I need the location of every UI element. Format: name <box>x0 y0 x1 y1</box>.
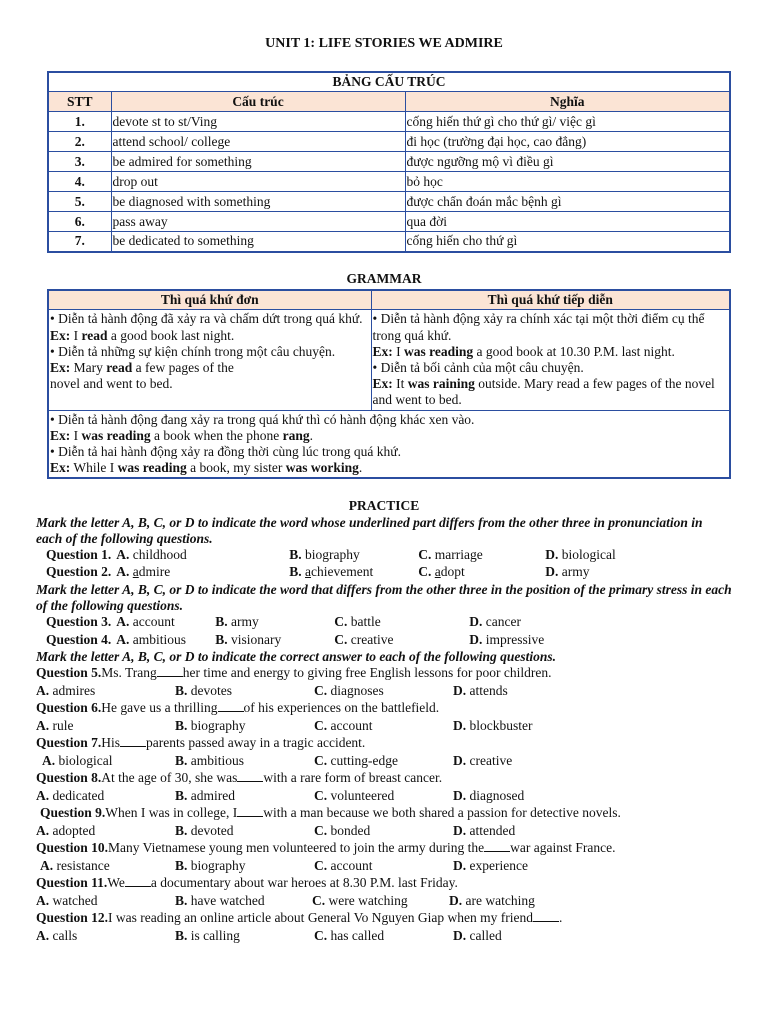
question-label: Question 1. <box>46 546 112 562</box>
table-row <box>48 212 730 232</box>
row-meaning: được ngưỡng mộ vì điều gì <box>405 152 730 172</box>
example-text: I <box>392 343 404 359</box>
option-b[interactable]: B. ambitious <box>175 752 245 768</box>
option-d[interactable]: D. biological <box>545 546 616 562</box>
example-verb: was reading <box>81 427 151 443</box>
question-label: Question 12. <box>36 910 109 926</box>
option-a[interactable]: A. adopted <box>36 822 96 838</box>
question-12-options <box>36 928 732 946</box>
question-text: with a rare form of breast cancer. <box>263 770 443 786</box>
example-text: a book when the phone <box>150 427 283 443</box>
question-label: Question 8. <box>36 770 102 786</box>
question-text: I was reading an online article about General Vo Nguyen Giap when my friend <box>108 910 534 926</box>
option-d[interactable]: D. attends <box>453 682 508 698</box>
practice-title: PRACTICE <box>348 498 420 514</box>
usage-line: • Diễn tả hành động đã xảy ra và chấm dứt trong quá khứ. <box>50 311 363 327</box>
row-number: 3. <box>48 152 111 172</box>
example-text: While I <box>70 460 118 476</box>
example-verb: read <box>106 360 133 376</box>
question-label: Question 2. <box>46 564 112 580</box>
usage-line: • Diễn tả bối cảnh của một câu chuyện. <box>372 360 584 376</box>
question-4 <box>36 632 732 650</box>
question-text: war against France. <box>510 840 616 856</box>
table-row <box>48 232 730 252</box>
question-label: Question 10. <box>36 840 109 856</box>
example-text: Mary <box>70 360 107 376</box>
row-number: 1. <box>48 112 111 132</box>
example-label: Ex: <box>50 427 71 443</box>
row-structure: pass away <box>111 212 405 232</box>
question-label: Question 5. <box>36 665 102 681</box>
row-number: 7. <box>48 232 111 252</box>
question-6-options <box>36 718 732 736</box>
option-b[interactable]: B. achievement <box>289 564 374 580</box>
past-continuous-cell <box>371 310 730 410</box>
question-text: . <box>559 910 563 926</box>
structure-table <box>47 71 731 253</box>
question-text: Many Vietnamese young men volunteered to join the army during the <box>108 840 485 856</box>
row-meaning: cống hiến cho thứ gì <box>405 232 730 252</box>
option-b[interactable]: B. visionary <box>215 631 282 647</box>
option-a[interactable]: A. admire <box>116 564 171 580</box>
example-text: I <box>70 327 82 343</box>
question-2 <box>36 564 732 582</box>
example-text: outside. Mary read a few pages of the novel and went to bed. <box>372 376 715 408</box>
question-10-options <box>36 858 732 876</box>
option-c[interactable]: C. adopt <box>418 564 465 580</box>
example-label: Ex: <box>50 460 71 476</box>
option-d[interactable]: D. creative <box>453 752 513 768</box>
option-d[interactable]: D. experience <box>453 857 528 873</box>
option-c[interactable]: C. diagnoses <box>314 682 384 698</box>
answer-blank <box>120 735 146 747</box>
row-structure: attend school/ college <box>111 132 405 152</box>
option-a[interactable]: A. calls <box>36 927 78 943</box>
instruction-correct-answer: Mark the letter A, B, C, or D to indicate the correct answer to each of the following questions. <box>36 649 557 665</box>
example-text: I <box>70 427 82 443</box>
question-label: Question 9. <box>40 805 106 821</box>
row-number: 6. <box>48 212 111 232</box>
example-line <box>373 376 729 408</box>
page-title: UNIT 1: LIFE STORIES WE ADMIRE <box>265 36 503 51</box>
question-text: a documentary about war heroes at 8.30 P.M. last Friday. <box>150 875 458 891</box>
option-a[interactable]: A. admires <box>36 682 96 698</box>
example-label: Ex: <box>372 343 393 359</box>
example-verb: was working <box>285 460 359 476</box>
option-c[interactable]: C. cutting-edge <box>314 752 398 768</box>
question-label: Question 4. <box>46 631 112 647</box>
question-12-stem <box>36 910 732 928</box>
row-meaning: bỏ học <box>405 172 730 192</box>
grammar-title: GRAMMAR <box>346 270 422 286</box>
grammar-table <box>47 289 731 479</box>
example-line <box>50 360 370 376</box>
example-text: . <box>358 460 363 476</box>
option-c[interactable]: C. marriage <box>418 546 483 562</box>
example-line <box>50 428 728 444</box>
answer-blank <box>237 805 263 817</box>
option-d[interactable]: D. blockbuster <box>453 717 533 733</box>
example-label: Ex: <box>50 360 71 376</box>
option-d[interactable]: D. are watching <box>449 892 535 908</box>
option-b[interactable]: B. biography <box>175 857 246 873</box>
question-text: His <box>101 735 121 751</box>
example-verb: read <box>81 327 108 343</box>
option-d[interactable]: D. called <box>453 927 502 943</box>
option-c[interactable]: C. has called <box>314 927 385 943</box>
row-structure: be dedicated to something <box>111 232 405 252</box>
answer-blank <box>484 840 510 852</box>
question-5-stem <box>36 665 732 683</box>
answer-blank <box>125 875 151 887</box>
question-8-options <box>36 788 732 806</box>
example-line <box>373 344 729 360</box>
option-a[interactable]: A. childhood <box>116 546 187 562</box>
answer-blank <box>218 700 244 712</box>
question-8-stem <box>36 770 732 788</box>
row-meaning: được chẩn đoán mắc bệnh gì <box>405 192 730 212</box>
table-row <box>48 192 730 212</box>
question-text: Ms. Trang <box>101 665 157 681</box>
row-number: 4. <box>48 172 111 192</box>
example-verb: was reading <box>404 343 474 359</box>
option-b[interactable]: B. biography <box>175 717 246 733</box>
structure-table-caption: BẢNG CẤU TRÚC <box>48 72 730 92</box>
example-line <box>50 460 728 476</box>
option-b[interactable]: B. admired <box>175 787 235 803</box>
option-c[interactable]: C. bonded <box>314 822 371 838</box>
question-text: her time and energy to giving free English lessons for poor children. <box>182 665 552 681</box>
example-label: Ex: <box>372 376 393 392</box>
instruction-pronunciation: Mark the letter A, B, C, or D to indicate the word whose underlined part differs from the other three in pronunciation in each of the following questions. <box>36 514 703 546</box>
answer-blank <box>157 665 183 677</box>
table-row <box>48 172 730 192</box>
option-a[interactable]: A. rule <box>36 717 74 733</box>
option-a[interactable]: A. watched <box>36 892 98 908</box>
question-11-options <box>36 893 732 911</box>
option-a[interactable]: A. dedicated <box>36 787 105 803</box>
row-structure: devote st to st/Ving <box>111 112 405 132</box>
row-meaning: đi học (trường đại học, cao đẳng) <box>405 132 730 152</box>
question-11-stem <box>36 875 732 893</box>
example-text: a book, my sister <box>186 460 286 476</box>
question-text: with a man because we both shared a passion for detective novels. <box>263 805 621 821</box>
row-structure: be diagnosed with something <box>111 192 405 212</box>
option-c[interactable]: C. creative <box>334 631 394 647</box>
row-structure: be admired for something <box>111 152 405 172</box>
option-a[interactable]: A. account <box>116 614 175 630</box>
option-a[interactable]: A. biological <box>42 752 113 768</box>
grammar-header-past-simple: Thì quá khứ đơn <box>48 290 371 310</box>
example-label: Ex: <box>50 327 71 343</box>
example-verb: rang <box>282 427 310 443</box>
option-b[interactable]: B. have watched <box>175 892 265 908</box>
example-text: It <box>392 376 408 392</box>
example-line <box>50 328 370 344</box>
row-number: 5. <box>48 192 111 212</box>
option-c[interactable]: C. account <box>314 717 373 733</box>
row-meaning: cống hiến thứ gì cho thứ gì/ việc gì <box>405 112 730 132</box>
table-row <box>48 112 730 132</box>
question-5-options <box>36 683 732 701</box>
option-c[interactable]: C. were watching <box>312 892 408 908</box>
grammar-header-past-continuous: Thì quá khứ tiếp diễn <box>371 290 730 310</box>
question-label: Question 11. <box>36 875 108 891</box>
question-9-options <box>36 823 732 841</box>
option-b[interactable]: B. devoted <box>175 822 234 838</box>
option-a[interactable]: A. resistance <box>40 857 110 873</box>
question-text: of his experiences on the battlefield. <box>243 700 440 716</box>
option-c[interactable]: C. volunteered <box>314 787 395 803</box>
option-d[interactable]: D. impressive <box>469 631 545 647</box>
question-9-stem <box>36 805 732 823</box>
example-line: novel and went to bed. <box>50 376 173 392</box>
usage-line: • Diễn tả những sự kiện chính trong một câu chuyện. <box>50 343 336 359</box>
usage-line: • Diễn tả hành động đang xảy ra trong quá khứ thì có hành động khác xen vào. <box>50 411 475 427</box>
option-d[interactable]: D. attended <box>453 822 516 838</box>
question-10-stem <box>36 840 732 858</box>
option-b[interactable]: B. biography <box>289 546 360 562</box>
example-text: a good book last night. <box>107 327 235 343</box>
row-meaning: qua đời <box>405 212 730 232</box>
example-text: . <box>309 427 313 443</box>
table-row <box>48 152 730 172</box>
row-structure: drop out <box>111 172 405 192</box>
question-text: He gave us a thrilling <box>101 700 218 716</box>
example-verb: was reading <box>117 460 187 476</box>
instruction-stress: Mark the letter A, B, C, or D to indicate the word that differs from the other three in the position of the primary stress in each of the following questions. <box>36 581 732 614</box>
option-c[interactable]: C. battle <box>334 614 381 630</box>
usage-line: • Diễn tả hai hành động xảy ra đồng thời cùng lúc trong quá khứ. <box>50 443 401 459</box>
question-6-stem <box>36 700 732 718</box>
question-text: When I was in college, I <box>105 805 238 821</box>
example-text: a few pages of the <box>132 360 234 376</box>
question-label: Question 3. <box>46 614 112 630</box>
row-number: 2. <box>48 132 111 152</box>
combined-usage-cell <box>48 410 730 478</box>
option-b[interactable]: B. army <box>215 614 259 630</box>
question-text: At the age of 30, she was <box>101 770 238 786</box>
answer-blank <box>533 910 559 922</box>
option-c[interactable]: C. account <box>314 857 373 873</box>
usage-line: • Diễn tả hành động xảy ra chính xác tại một thời điểm cụ thể trong quá khứ. <box>372 311 705 343</box>
option-b[interactable]: B. devotes <box>175 682 233 698</box>
question-label: Question 6. <box>36 700 102 716</box>
question-text: We <box>107 875 125 891</box>
option-a[interactable]: A. ambitious <box>116 631 187 647</box>
question-label: Question 7. <box>36 735 102 751</box>
answer-blank <box>237 770 263 782</box>
question-text: parents passed away in a tragic accident. <box>146 735 366 751</box>
question-3 <box>36 614 732 632</box>
option-d[interactable]: D. diagnosed <box>453 787 525 803</box>
example-text: a good book at 10.30 P.M. last night. <box>473 343 675 359</box>
table-row <box>48 132 730 152</box>
example-verb: was raining <box>407 376 475 392</box>
header-structure: Cấu trúc <box>111 92 405 112</box>
option-d[interactable]: D. cancer <box>469 614 521 630</box>
past-simple-cell <box>48 310 371 410</box>
header-meaning: Nghĩa <box>405 92 730 112</box>
option-b[interactable]: B. is calling <box>175 927 240 943</box>
question-7-options <box>36 753 732 771</box>
question-1 <box>36 547 732 565</box>
header-stt: STT <box>48 92 111 112</box>
option-d[interactable]: D. army <box>545 564 590 580</box>
question-7-stem <box>36 735 732 753</box>
